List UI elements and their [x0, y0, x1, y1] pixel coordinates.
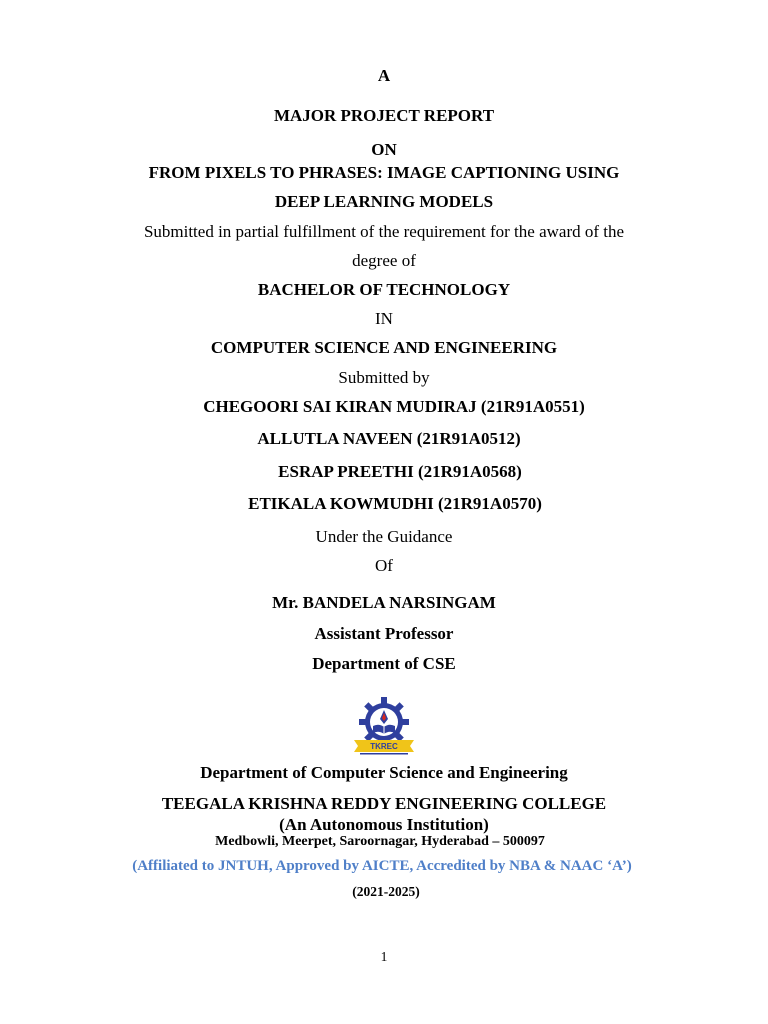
guide-designation: Assistant Professor [314, 624, 454, 643]
submission-text-line-2: degree of [352, 251, 416, 270]
batch-years: (2021-2025) [352, 884, 420, 899]
project-title-line-1: FROM PIXELS TO PHRASES: IMAGE CAPTIONING USING [148, 163, 620, 182]
submitted-by: Submitted by [338, 368, 430, 387]
degree-name: BACHELOR OF TECHNOLOGY [257, 280, 511, 299]
under-the-guidance: Under the Guidance [315, 527, 453, 546]
submission-text-line-1: Submitted in partial fulfillment of the requirement for the award of the [143, 222, 625, 241]
logo-text: TKREC [370, 742, 398, 751]
college-logo [350, 694, 418, 756]
college-address: Medbowli, Meerpet, Saroornagar, Hyderabad – 500097 [215, 834, 545, 849]
student-name: ESRAP PREETHI (21R91A0568) [278, 462, 522, 481]
project-title-line-2: DEEP LEARNING MODELS [274, 192, 494, 211]
affiliation: (Affiliated to JNTUH, Approved by AICTE, Accredited by NBA & NAAC ‘A’) [132, 858, 632, 874]
college-name: TEEGALA KRISHNA REDDY ENGINEERING COLLEGE [161, 794, 607, 813]
autonomous-status: (An Autonomous Institution) [279, 815, 489, 834]
gear-book-emblem-icon [350, 694, 418, 756]
student-name: ALLUTLA NAVEEN (21R91A0512) [257, 429, 521, 448]
student-name: ETIKALA KOWMUDHI (21R91A0570) [248, 494, 542, 513]
degree-in: IN [375, 309, 393, 328]
guide-department: Department of CSE [312, 654, 456, 673]
guidance-of: Of [375, 556, 393, 575]
report-type: MAJOR PROJECT REPORT [273, 106, 495, 125]
title-on: ON [371, 140, 397, 159]
title-article: A [377, 66, 391, 85]
branch-name: COMPUTER SCIENCE AND ENGINEERING [210, 338, 558, 357]
page-number: 1 [380, 949, 388, 964]
guide-name: Mr. BANDELA NARSINGAM [272, 593, 496, 612]
student-name: CHEGOORI SAI KIRAN MUDIRAJ (21R91A0551) [203, 397, 585, 416]
institution-department: Department of Computer Science and Engineering [200, 763, 568, 782]
